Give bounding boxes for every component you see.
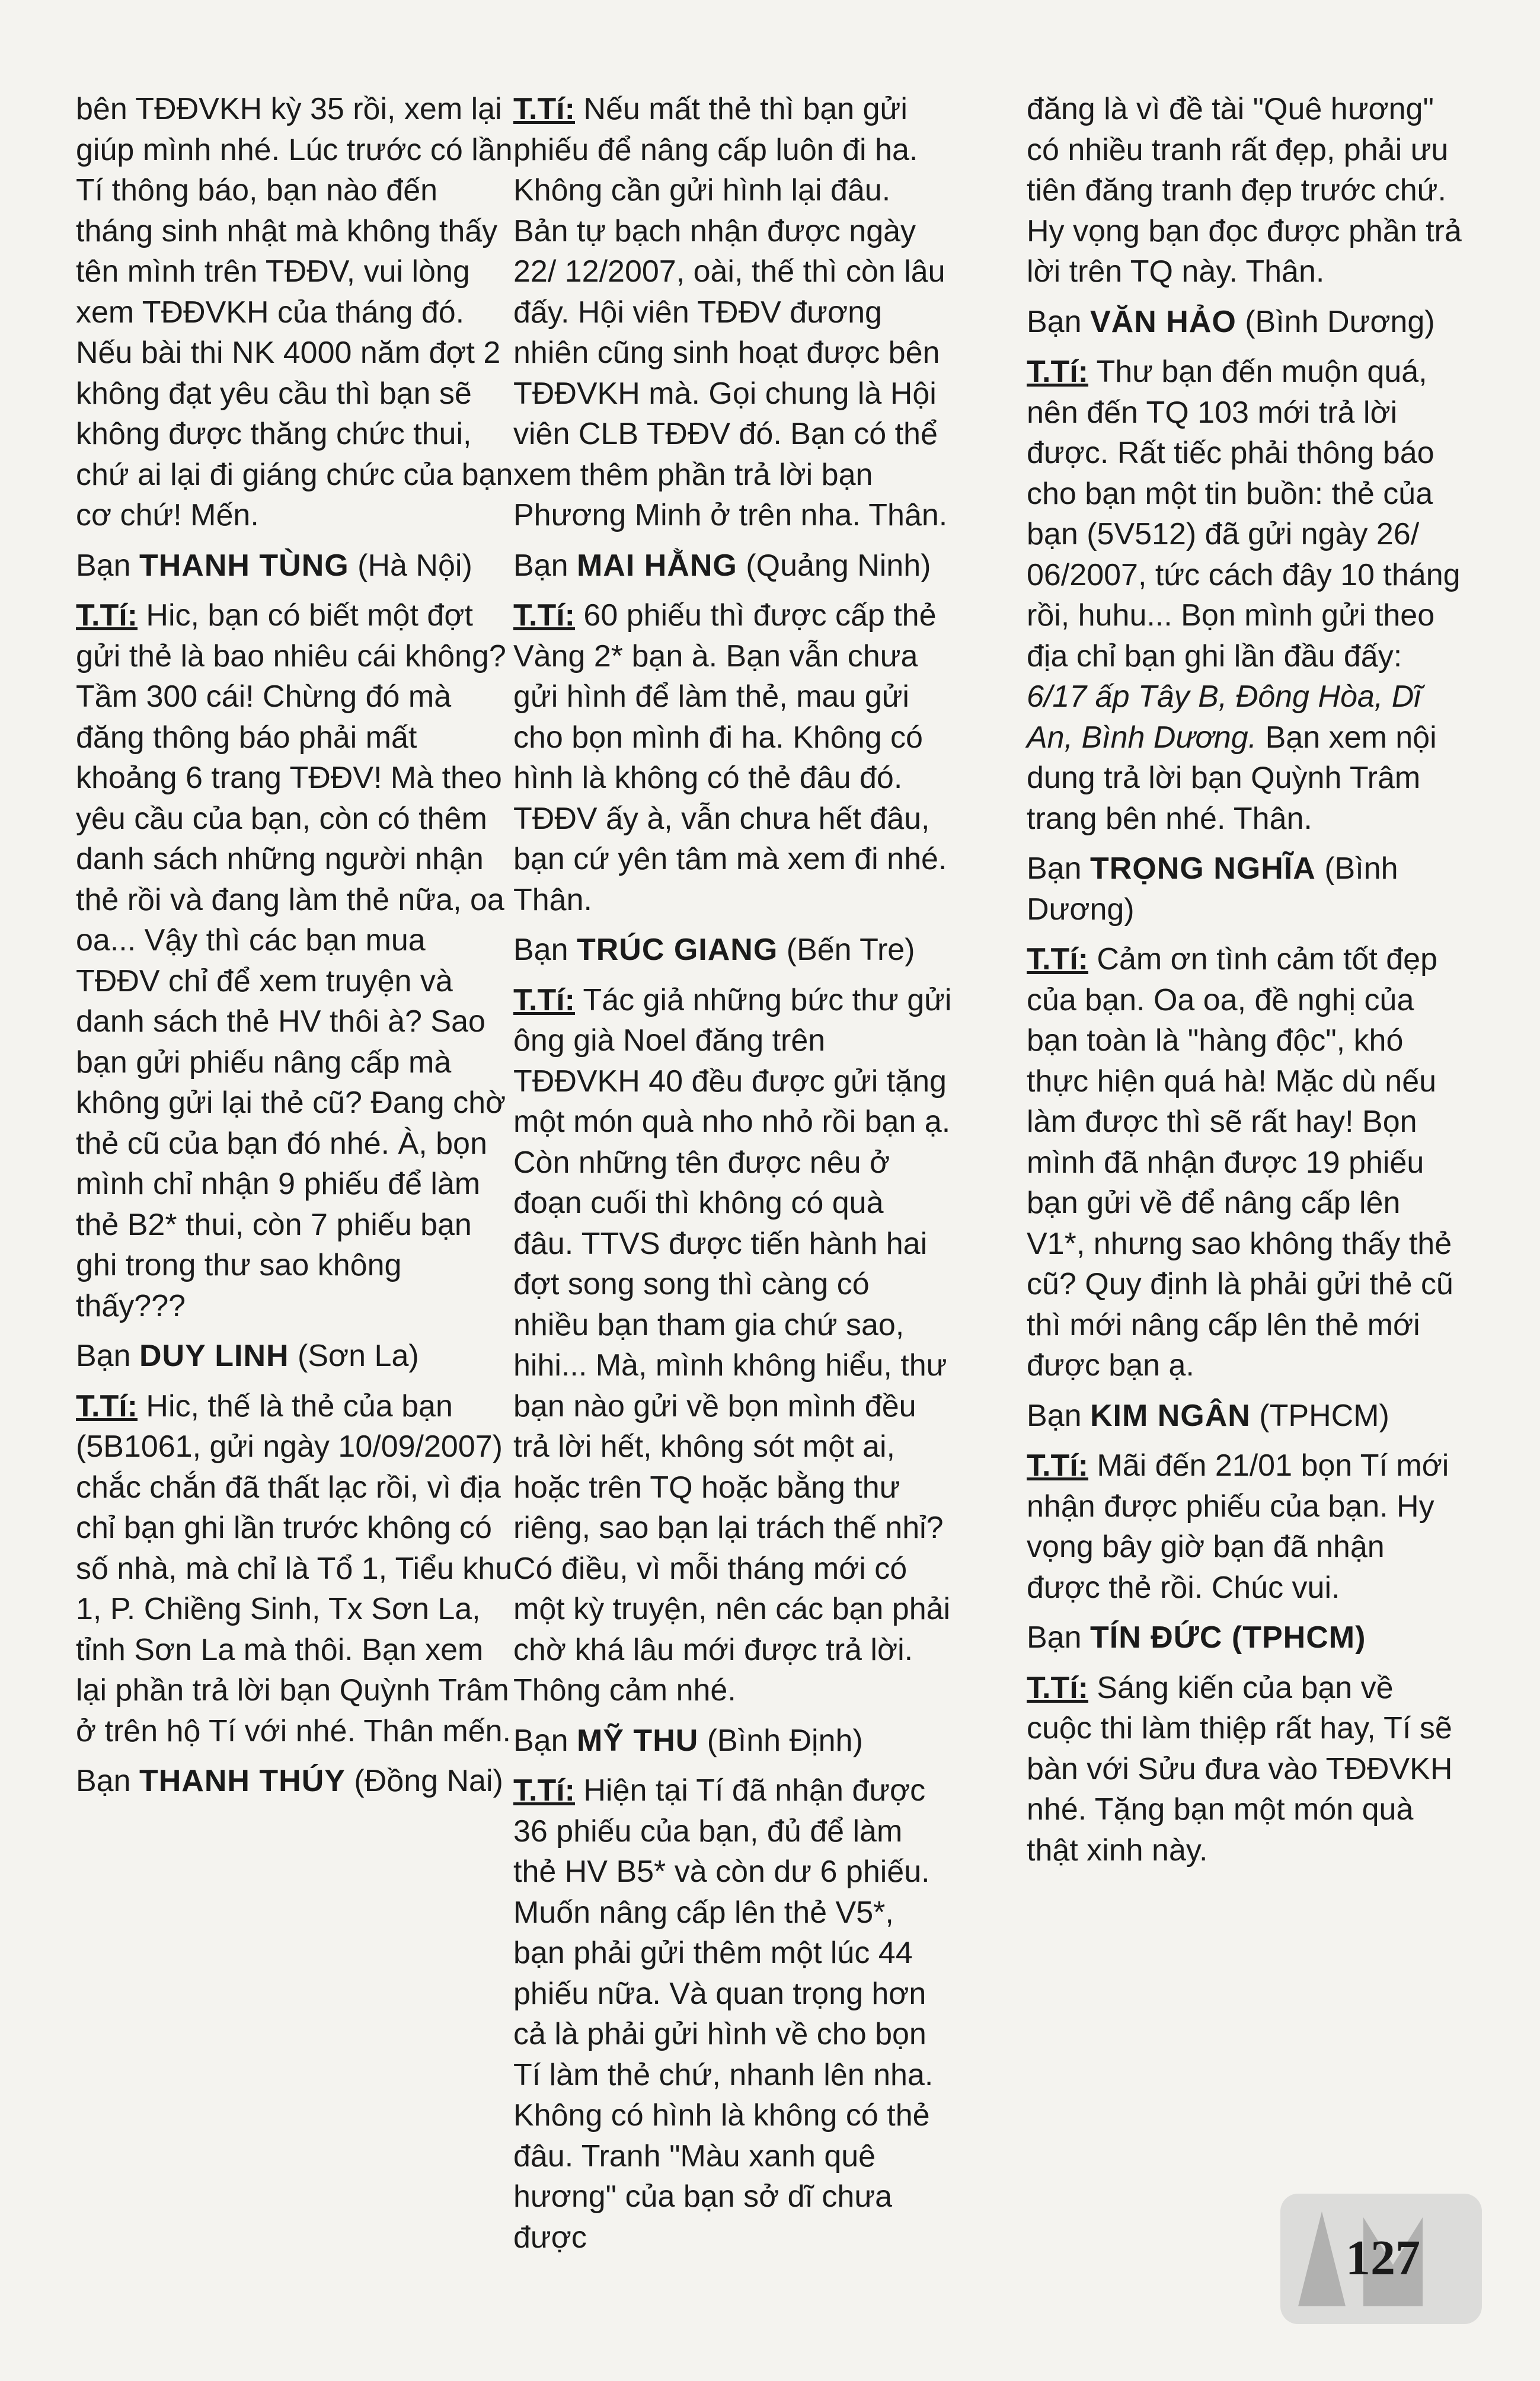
reply-label: T.Tí: [76, 598, 138, 633]
reply-label: T.Tí: [76, 1389, 138, 1424]
reply [1027, 1445, 1465, 1608]
reply-text: Nếu mất thẻ thì bạn gửi phiếu để nâng cấp luôn đi ha. Không cần gửi hình lại đâu. Bản tự bạch nhận được ngày 22/ 12/2007, oài, thế thì còn lâu đấy. Hội viên TĐĐV đương nhiên cũng sinh hoạt được bên TĐĐVKH mà. Gọi chung là Hội viên CLB TĐĐV đó. Bạn có thể xem thêm phần trả lời bạn Phương Minh ở trên nha. Thân. [513, 92, 948, 532]
reply [513, 89, 952, 536]
sender-name: MAI HẰNG [576, 548, 737, 583]
sender-prefix: Bạn [1027, 1620, 1090, 1655]
sender-line [513, 545, 952, 586]
reply-label: T.Tí: [1027, 942, 1088, 976]
reply-label: T.Tí: [1027, 1670, 1088, 1705]
sender-place: (Bình Định) [698, 1723, 863, 1758]
reply-text: Hic, thế là thẻ của bạn (5B1061, gửi ngày 10/09/2007) chắc chắn đã thất lạc rồi, vì địa chỉ bạn ghi lần trước không có số nhà, mà chỉ là Tổ 1, Tiểu khu 1, P. Chiềng Sinh, Tx Sơn La, tỉnh Sơn La mà thôi. Bạn xem lại phần trả lời bạn Quỳnh Trâm ở trên hộ Tí với nhé. Thân mến. [76, 1389, 513, 1748]
sender-line [1027, 302, 1465, 343]
sender-prefix: Bạn [76, 1339, 139, 1373]
paragraph: bên TĐĐVKH kỳ 35 rồi, xem lại giúp mình nhé. Lúc trước có lần Tí thông báo, bạn nào đến tháng sinh nhật mà không thấy tên mình trên TĐĐV, vui lòng xem TĐĐVKH của tháng đó. Nếu bài thi NK 4000 năm đợt 2 không đạt yêu cầu thì bạn sẽ không được thăng chức thui, chứ ai lại đi giáng chức của bạn cơ chứ! Mến. [76, 92, 513, 532]
reply-text: 60 phiếu thì được cấp thẻ Vàng 2* bạn à. Bạn vẫn chưa gửi hình để làm thẻ, mau gửi cho bọn mình đi ha. Không có hình là không có thẻ đâu đó. TĐĐV ấy à, vẫn chưa hết đâu, bạn cứ yên tâm mà xem đi nhé. Thân. [513, 598, 947, 917]
sender-line [76, 1336, 515, 1377]
reply-address: 6/17 ấp Tây B, Đông Hòa, Dĩ An, Bình Dương. [1027, 679, 1421, 755]
sender-prefix: Bạn [76, 1764, 139, 1798]
reply [1027, 352, 1465, 839]
sender-prefix: Bạn [1027, 1398, 1090, 1433]
sender-prefix: Bạn [513, 1723, 577, 1758]
reply-text: Thư bạn đến muộn quá, nên đến TQ 103 mới trả lời được. Rất tiếc phải thông báo cho bạn một tin buồn: thẻ của bạn (5V512) đã gửi ngày 26/ 06/2007, tức cách đây 10 tháng rồi, huhu... Bọn mình gửi theo địa chỉ bạn ghi lần đầu đấy: [1027, 355, 1461, 674]
sender-place: (TPHCM) [1250, 1398, 1389, 1433]
sender-place: (Bình Dương) [1027, 851, 1398, 927]
sender-place: (Bình Dương) [1236, 304, 1435, 339]
sender-place: (Bến Tre) [778, 933, 915, 967]
reply-label: T.Tí: [513, 598, 575, 633]
column-3 [1027, 89, 1465, 1880]
reply-text: Bạn xem nội dung trả lời bạn Quỳnh Trâm trang bên nhé. Thân. [1027, 720, 1437, 836]
sender-line [1027, 1396, 1465, 1437]
reply-label: T.Tí: [1027, 355, 1088, 389]
sender-name: TRÚC GIANG [576, 933, 778, 967]
reply [76, 1386, 515, 1752]
reply-text: Tác giả những bức thư gửi ông già Noel đăng trên TĐĐVKH 40 đều được gửi tặng một món quà nho nhỏ rồi bạn ạ. Còn những tên được nêu ở đoạn cuối thì không có quà đâu. TTVS được tiến hành hai đợt song song thì càng có nhiều bạn tham gia chứ sao, hihi... Mà, mình không hiểu, thư bạn nào gửi về bọn mình đều trả lời hết, không sót một ai, hoặc trên TQ hoặc bằng thư riêng, sao bạn lại trách thế nhỉ? Có điều, vì mỗi tháng mới có một kỳ truyện, nên các bạn phải chờ khá lâu mới được trả lời. Thông cảm nhé. [513, 982, 952, 1707]
sender-line [76, 545, 515, 586]
reply-text: Cảm ơn tình cảm tốt đẹp của bạn. Oa oa, đề nghị của bạn toàn là "hàng độc", khó thực hiện quá hà! Mặc dù nếu làm được thì sẽ rất hay! Bọn mình đã nhận được 19 phiếu bạn gửi về để nâng cấp lên V1*, nhưng sao không thấy thẻ cũ? Quy định là phải gửi thẻ cũ thì mới nâng cấp lên thẻ mới được bạn ạ. [1027, 942, 1453, 1383]
reply-text: Hic, bạn có biết một đợt gửi thẻ là bao nhiêu cái không? Tầm 300 cái! Chừng đó mà đăng thông báo phải mất khoảng 6 trang TĐĐV! Mà theo yêu cầu của bạn, còn có thêm danh sách những người nhận thẻ rồi và đang làm thẻ nữa, oa oa... Vậy thì các bạn mua TĐĐV chỉ để xem truyện và danh sách thẻ HV thôi à? Sao bạn gửi phiếu nâng cấp mà không gửi lại thẻ cũ? Đang chờ thẻ cũ của bạn đó nhé. À, bọn mình chỉ nhận 9 phiếu để làm thẻ B2* thui, còn 7 phiếu bạn ghi trong thư sao không thấy??? [76, 598, 506, 1323]
reply [513, 595, 952, 920]
sender-name: VĂN HẢO [1089, 304, 1237, 339]
sender-place: (Hà Nội) [349, 548, 472, 583]
reply-label: T.Tí: [1027, 1448, 1088, 1483]
sender-place: (Sơn La) [289, 1339, 419, 1373]
column-1 [76, 89, 515, 1811]
reply-label: T.Tí: [513, 1773, 575, 1808]
sender-line [76, 1761, 515, 1802]
sender-name: MỸ THU [576, 1723, 699, 1758]
paragraph: đăng là vì đề tài "Quê hương" có nhiều tranh rất đẹp, phải ưu tiên đăng tranh đẹp trước chứ. Hy vọng bạn đọc được phần trả lời trên TQ này. Thân. [1027, 92, 1462, 289]
reply-text: Mãi đến 21/01 bọn Tí mới nhận được phiếu của bạn. Hy vọng bây giờ bạn đã nhận được thẻ rồi. Chúc vui. [1027, 1448, 1449, 1605]
sender-name: TRỌNG NGHĨA [1089, 851, 1316, 886]
sender-place: (Đồng Nai) [345, 1764, 503, 1798]
reply [76, 595, 515, 1326]
reply-label: T.Tí: [513, 92, 575, 126]
sender-prefix: Bạn [513, 548, 577, 583]
reply [1027, 1668, 1465, 1871]
sender-place: (Quảng Ninh) [737, 548, 931, 583]
sender-prefix: Bạn [1027, 851, 1090, 886]
reply-label: T.Tí: [513, 982, 575, 1017]
reply [1027, 939, 1465, 1386]
sender-line [513, 1721, 952, 1761]
sender-name: KIM NGÂN [1089, 1398, 1251, 1433]
sender-line [513, 930, 952, 971]
sender-name: DUY LINH [139, 1339, 289, 1373]
reply-text: Hiện tại Tí đã nhận được 36 phiếu của bạn, đủ để làm thẻ HV B5* và còn dư 6 phiếu. Muốn nâng cấp lên thẻ V5*, bạn phải gửi thêm một lúc 44 phiếu nữa. Và quan trọng hơn cả là phải gửi hình về cho bọn Tí làm thẻ chứ, nhanh lên nha. Không có hình là không có thẻ đâu. Tranh "Màu xanh quê hương" của bạn sở dĩ chưa được [513, 1773, 934, 2255]
sender-line [1027, 848, 1465, 930]
sender-prefix: Bạn [513, 933, 577, 967]
sender-line [1027, 1617, 1465, 1658]
reply [513, 980, 952, 1711]
sender-name: THANH THÚY [139, 1764, 346, 1798]
reply [513, 1770, 952, 2258]
column-2 [513, 89, 952, 2267]
sender-prefix: Bạn [1027, 304, 1090, 339]
reply-text: Sáng kiến của bạn về cuộc thi làm thiệp rất hay, Tí sẽ bàn với Sửu đưa vào TĐĐVKH nhé. Tặng bạn một món quà thật xinh này. [1027, 1670, 1453, 1868]
sender-name: THANH TÙNG [139, 548, 349, 583]
sender-name: TÍN ĐỨC (TPHCM) [1089, 1620, 1366, 1655]
page-number: 127 [1346, 2230, 1420, 2286]
sender-prefix: Bạn [76, 548, 139, 583]
